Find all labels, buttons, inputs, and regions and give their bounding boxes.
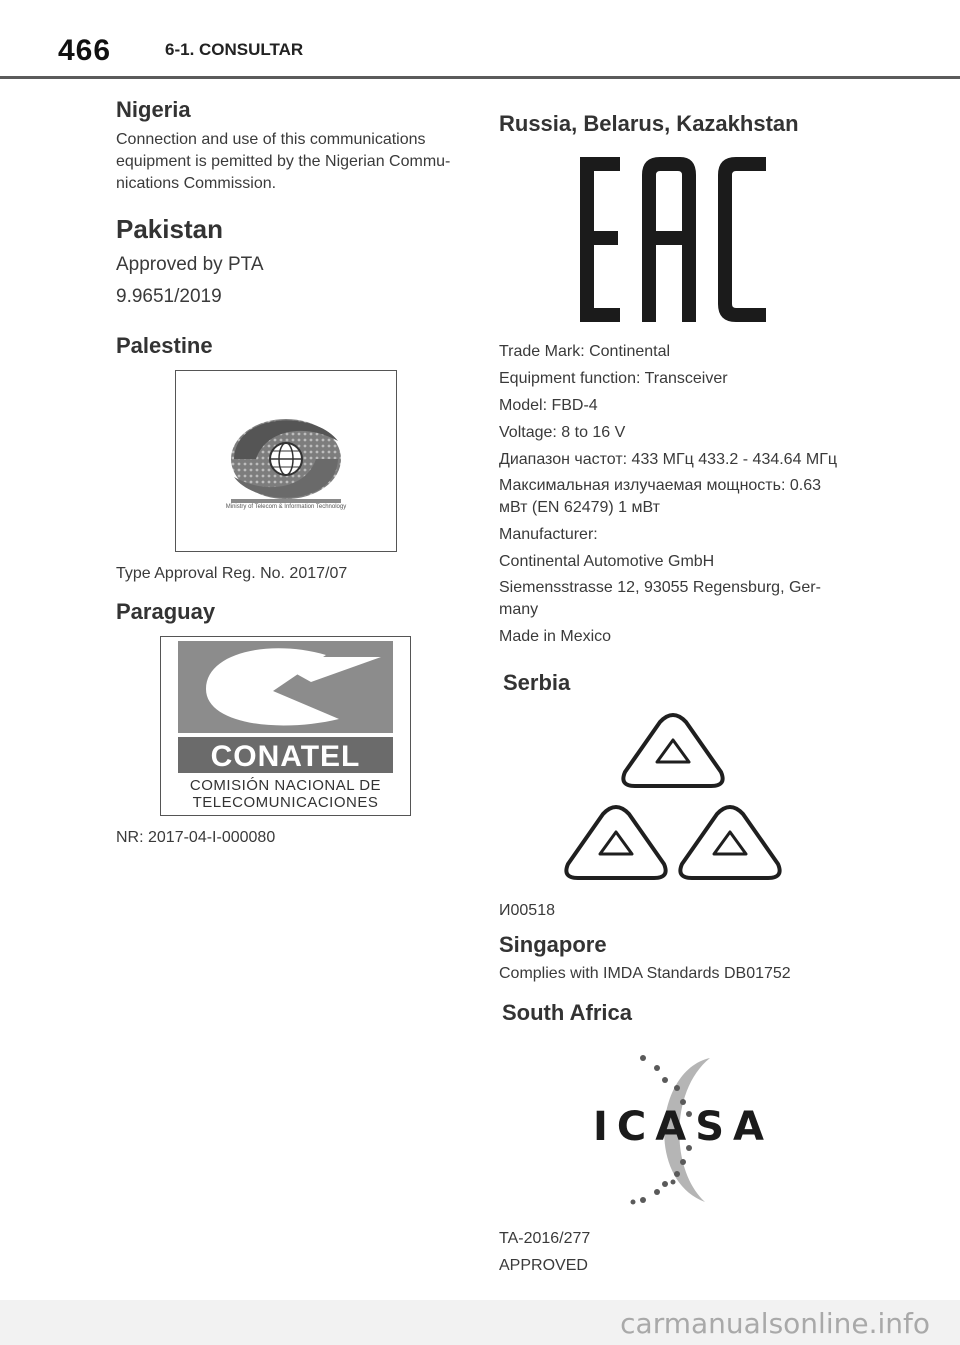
russia-line-9: Continental Automotive GmbH bbox=[499, 553, 715, 570]
russia-line-3: Model: FBD-4 bbox=[499, 397, 598, 414]
palestine-ministry-logo bbox=[175, 370, 397, 552]
russia-line-4: Voltage: 8 to 16 V bbox=[499, 424, 626, 441]
conatel-logo-line-1: COMISIÓN NACIONAL DE bbox=[189, 777, 382, 794]
nigeria-heading: Nigeria bbox=[116, 97, 191, 122]
russia-line-12: Made in Mexico bbox=[499, 628, 612, 645]
pakistan-line-2: 9.9651/2019 bbox=[116, 286, 222, 307]
eac-mark bbox=[568, 157, 768, 322]
palestine-heading: Palestine bbox=[116, 333, 213, 358]
conatel-logo-line-2: TELECOMUNICACIONES bbox=[192, 794, 379, 811]
serbia-triangles-mark bbox=[563, 710, 783, 885]
serbia-heading: Serbia bbox=[503, 670, 571, 695]
singapore-heading: Singapore bbox=[499, 932, 607, 957]
south-africa-line-2: APPROVED bbox=[499, 1257, 588, 1274]
header-divider bbox=[0, 76, 960, 79]
serbia-text: И00518 bbox=[499, 902, 555, 919]
russia-line-10: Siemensstrasse 12, 93055 Regensburg, Ger- bbox=[499, 579, 821, 596]
paraguay-text: NR: 2017-04-I-000080 bbox=[116, 829, 276, 846]
russia-line-1: Trade Mark: Continental bbox=[499, 343, 671, 360]
palestine-text: Type Approval Reg. No. 2017/07 bbox=[116, 565, 348, 582]
section-title: 6-1. CONSULTAR bbox=[165, 40, 304, 59]
russia-line-5: Диапазон частот: 433 МГц 433.2 - 434.64 МГц bbox=[499, 451, 838, 468]
page-number: 466 bbox=[58, 34, 112, 67]
palestine-logo-caption: Ministry of Telecom & Information Technology bbox=[225, 504, 347, 510]
paraguay-heading: Paraguay bbox=[116, 599, 216, 624]
russia-line-11: many bbox=[499, 601, 539, 618]
russia-line-8: Manufacturer: bbox=[499, 526, 598, 543]
russia-line-7: мВт (EN 62479) 1 мВт bbox=[499, 499, 660, 516]
russia-heading: Russia, Belarus, Kazakhstan bbox=[499, 111, 799, 136]
russia-line-6: Максимальная излучаемая мощность: 0.63 bbox=[499, 477, 821, 494]
nigeria-line-3: nications Commission. bbox=[116, 175, 277, 192]
pakistan-heading: Pakistan bbox=[116, 214, 223, 244]
pakistan-line-1: Approved by PTA bbox=[116, 254, 264, 275]
footer-bar bbox=[0, 1300, 960, 1345]
conatel-logo bbox=[160, 636, 411, 816]
russia-line-2: Equipment function: Transceiver bbox=[499, 370, 728, 387]
nigeria-line-1: Connection and use of this communications bbox=[116, 131, 426, 148]
south-africa-heading: South Africa bbox=[502, 1000, 632, 1025]
nigeria-line-2: equipment is pemitted by the Nigerian Commu- bbox=[116, 153, 451, 170]
conatel-logo-word: CONATEL bbox=[210, 740, 361, 773]
footer-watermark: carmanualsonline.info bbox=[620, 1307, 930, 1340]
icasa-logo-text: ICASA bbox=[593, 1104, 773, 1150]
singapore-text: Complies with IMDA Standards DB01752 bbox=[499, 965, 791, 982]
page-header bbox=[0, 0, 960, 80]
south-africa-line-1: TA-2016/277 bbox=[499, 1230, 591, 1247]
